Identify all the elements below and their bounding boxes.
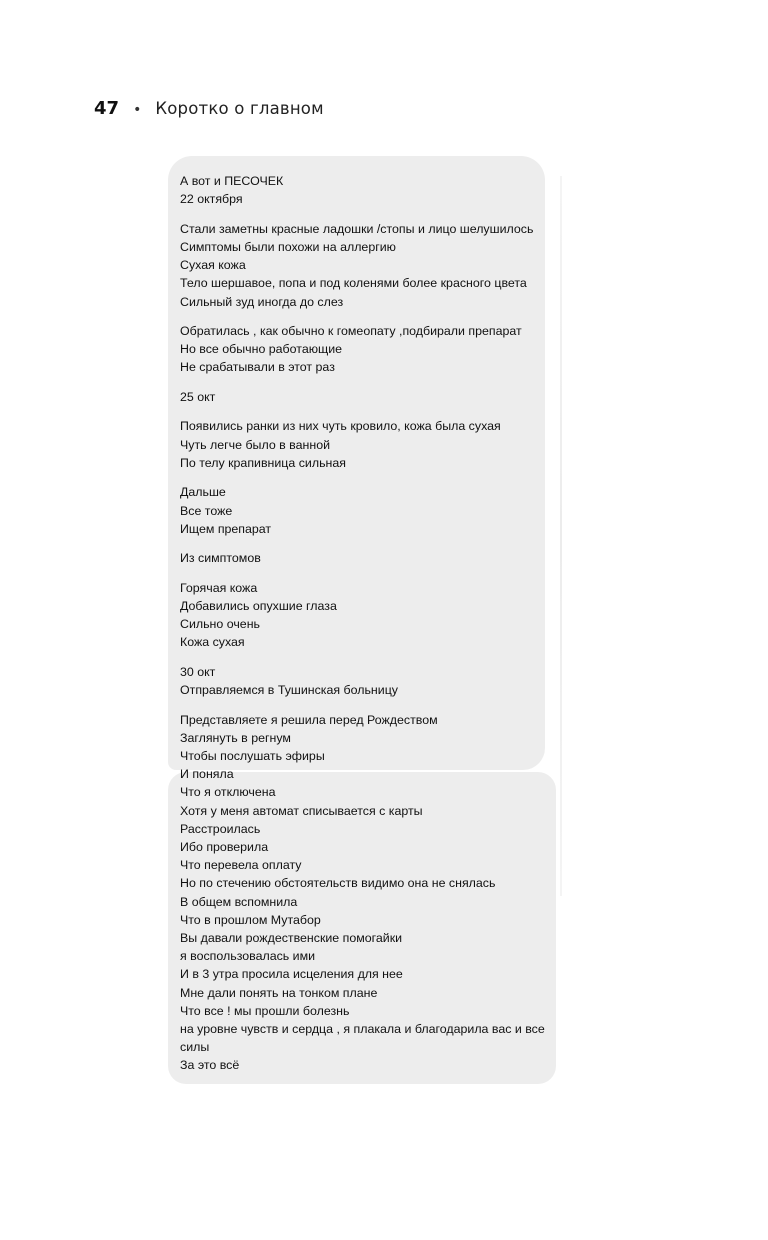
message-line: Горячая кожа <box>180 580 258 595</box>
message-line: Все тоже <box>180 503 233 518</box>
message-paragraph <box>180 579 560 652</box>
message-line: Из симптомов <box>180 551 261 566</box>
message-line: Сильный зуд иногда до слез <box>180 294 344 309</box>
message-line: И поняла <box>180 767 234 782</box>
message-line: 25 окт <box>180 389 216 404</box>
message-line: Не срабатывали в этот раз <box>180 360 335 375</box>
message-text <box>180 172 560 1075</box>
message-line: Чуть легче было в ванной <box>180 437 331 452</box>
message-line: Симптомы были похожи на аллергию <box>180 239 396 254</box>
screenshot-edge-divider <box>560 176 562 896</box>
message-line: 30 окт <box>180 664 216 679</box>
message-line: Ибо проверила <box>180 839 269 854</box>
message-line: силы <box>180 1040 210 1055</box>
message-line: Отправляемся в Тушинская больницу <box>180 683 398 698</box>
message-line: Обратилась , как обычно к гомеопату ,подбирали препарат <box>180 324 522 339</box>
header-separator: • <box>133 102 142 118</box>
chapter-title: Коротко о главном <box>155 99 324 118</box>
message-paragraph <box>180 549 560 567</box>
running-head <box>94 98 324 119</box>
message-line: Заглянуть в регнум <box>180 730 291 745</box>
message-line: Но по стечению обстоятельств видимо она не снялась <box>180 876 496 891</box>
message-line: Сильно очень <box>180 617 260 632</box>
message-line: Что в прошлом Мутабор <box>180 912 321 927</box>
message-line: Ищем препарат <box>180 521 272 536</box>
message-line: Вы давали рождественские помогайки <box>180 930 403 945</box>
message-line: я воспользовалась ими <box>180 949 316 964</box>
message-line: Хотя у меня автомат списывается с карты <box>180 803 423 818</box>
message-paragraph <box>180 220 560 311</box>
message-line: Стали заметны красные ладошки /стопы и лицо шелушилось <box>180 221 534 236</box>
message-line: Что я отключена <box>180 785 276 800</box>
message-line: По телу крапивница сильная <box>180 455 346 470</box>
message-line: За это всё <box>180 1058 240 1073</box>
message-line: Тело шершавое, попа и под коленями более красного цвета <box>180 276 527 291</box>
message-line: И в 3 утра просила исцеления для нее <box>180 967 403 982</box>
message-line: А вот и ПЕСОЧЕК <box>180 174 284 188</box>
message-line: Что перевела оплату <box>180 858 302 873</box>
message-line: Представляете я решила перед Рождеством <box>180 712 438 727</box>
message-paragraph <box>180 172 560 208</box>
message-line: В общем вспомнила <box>180 894 298 909</box>
message-paragraph <box>180 483 560 538</box>
message-paragraph <box>180 322 560 377</box>
message-line: Мне дали понять на тонком плане <box>180 985 378 1000</box>
message-paragraph <box>180 417 560 472</box>
message-line: Расстроилась <box>180 821 261 836</box>
message-line: на уровне чувств и сердца , я плакала и благодарила вас и все <box>180 1022 545 1036</box>
message-line: Появились ранки из них чуть кровило, кожа была сухая <box>180 419 501 434</box>
message-line: Но все обычно работающие <box>180 342 343 357</box>
message-line: Кожа сухая <box>180 635 245 650</box>
message-line: Дальше <box>180 485 226 500</box>
message-line: Добавились опухшие глаза <box>180 598 337 613</box>
message-paragraph <box>180 711 560 1075</box>
message-line: Сухая кожа <box>180 258 246 273</box>
message-line: Что все ! мы прошли болезнь <box>180 1003 350 1018</box>
message-line: 22 октября <box>180 192 243 207</box>
message-paragraph <box>180 663 560 699</box>
message-paragraph <box>180 388 560 406</box>
message-line: Чтобы послушать эфиры <box>180 748 325 763</box>
page-number: 47 <box>94 98 120 119</box>
